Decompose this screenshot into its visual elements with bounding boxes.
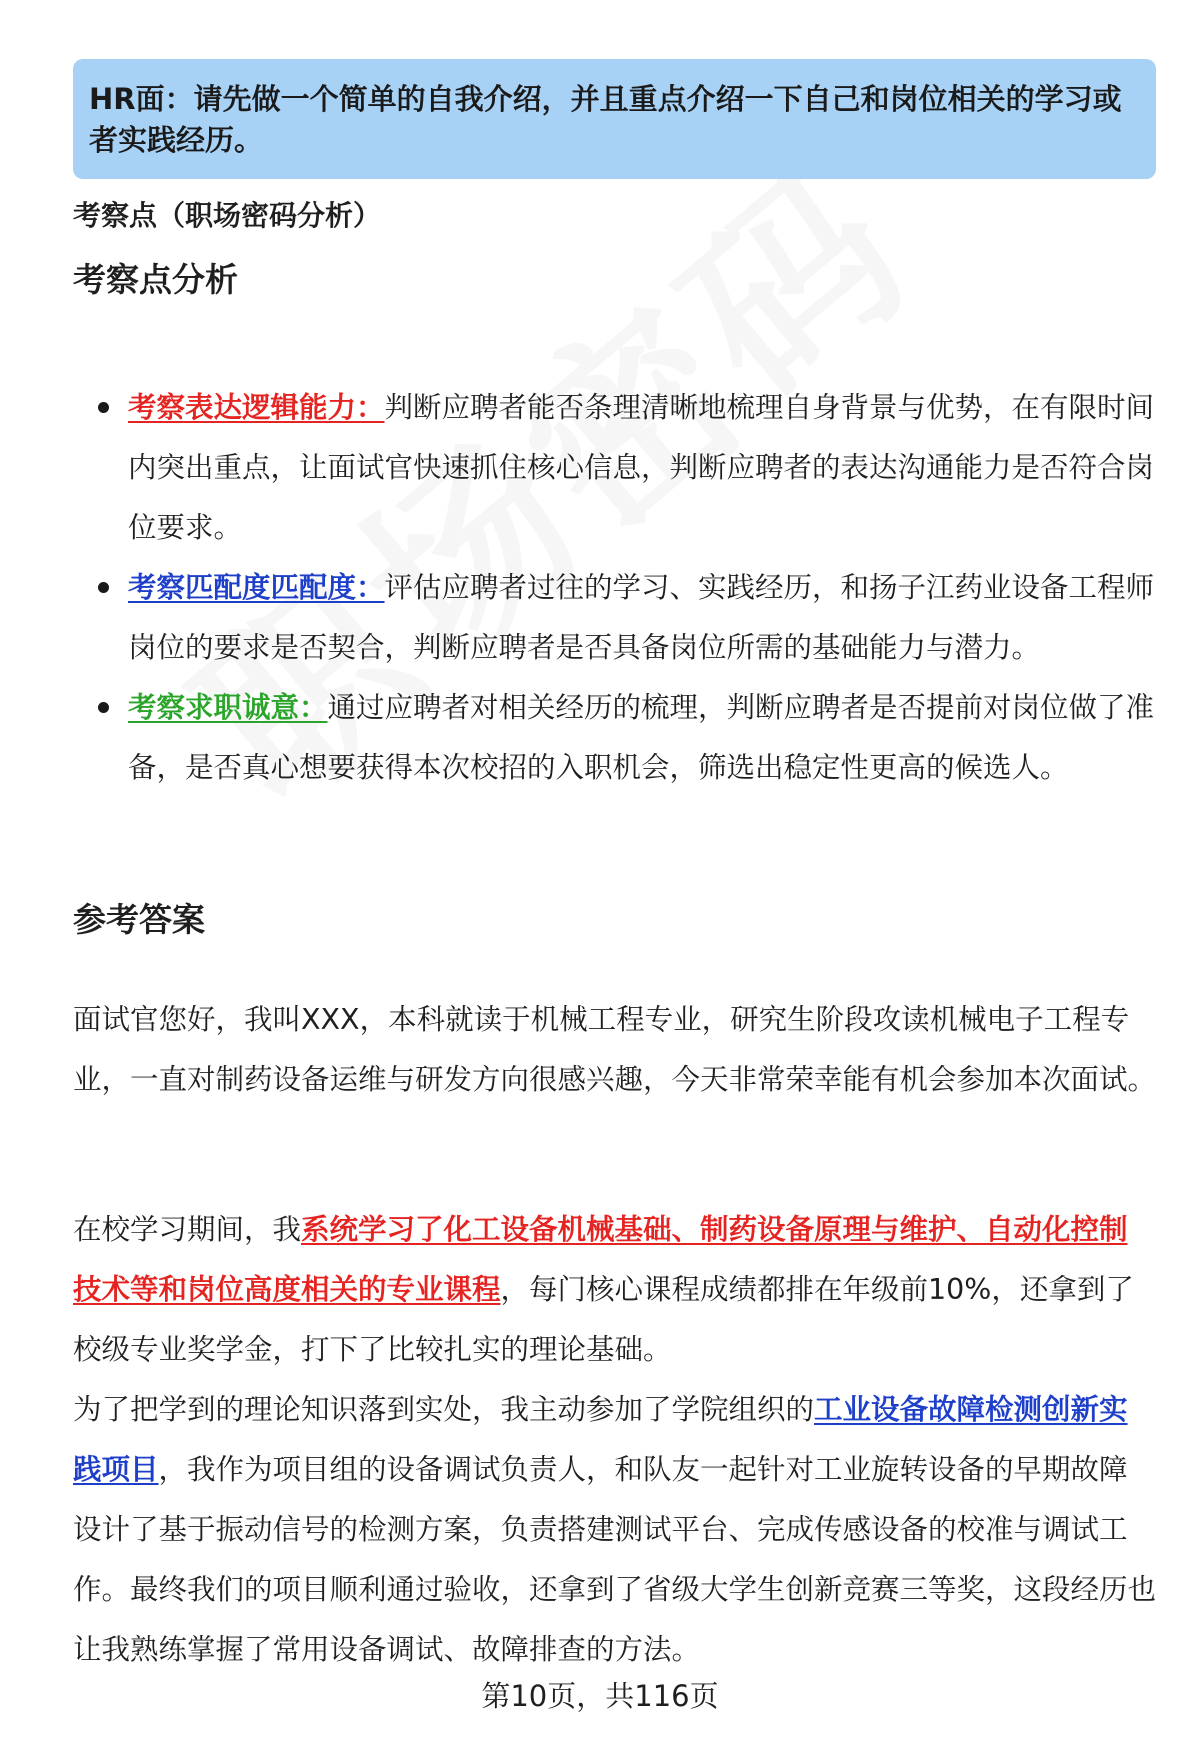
list-item <box>73 558 1156 678</box>
paragraph-text: ，我作为项目组的设备调试负责人，和队友一起针对工业旋转设备的早期故障设计了基于振动信号的检测方案，负责搭建测试平台、完成传感设备的校准与调试工作。最终我们的项目顺利通过验收，还拿到了省级大学生创新竞赛三等奖，这段经历也让我熟练掌握了常用设备调试、故障排查的方法。 <box>73 1453 1157 1666</box>
page-number: 第10页，共116页 <box>481 1679 719 1713</box>
highlight-courses: 系统学习了化工设备机械基础、制药设备原理与维护、自动化控制技术等和岗位高度相关的专业课程 <box>73 1213 1128 1306</box>
item-text: 评估应聘者过往的学习、实践经历，和扬子江药业设备工程师岗位的要求是否契合，判断应聘者是否具备岗位所需的基础能力与潜力。 <box>128 571 1155 664</box>
paragraph-text: 在校学习期间，我 <box>73 1213 302 1246</box>
list-item <box>73 378 1156 558</box>
item-text: 判断应聘者能否条理清晰地梳理自身背景与优势，在有限时间内突出重点，让面试官快速抓住核心信息，判断应聘者的表达沟通能力是否符合岗位要求。 <box>128 391 1155 544</box>
bullet-icon <box>98 582 109 593</box>
bullet-icon <box>98 702 109 713</box>
highlight-project: 工业设备故障检测创新实践项目 <box>73 1393 1128 1486</box>
question-box <box>73 59 1156 179</box>
answer-paragraph-project <box>73 1380 1156 1680</box>
section-title-answer: 参考答案 <box>73 900 205 939</box>
keyword-logic: 考察表达逻辑能力： <box>128 391 385 424</box>
keyword-match: 考察匹配度匹配度： <box>128 571 385 604</box>
section-title-analysis: 考察点分析 <box>73 260 238 299</box>
answer-paragraph-intro: 面试官您好，我叫XXX，本科就读于机械工程专业，研究生阶段攻读机械电子工程专业，一直对制药设备运维与研发方向很感兴趣，今天非常荣幸能有机会参加本次面试。 <box>73 1003 1157 1096</box>
analysis-list <box>73 378 1156 798</box>
keyword-sincerity: 考察求职诚意： <box>128 691 328 724</box>
analysis-subtitle: 考察点（职场密码分析） <box>73 199 382 232</box>
bullet-icon <box>98 402 109 413</box>
answer-paragraph-study <box>73 1200 1156 1380</box>
paragraph-text: ，每门核心课程成绩都排在年级前10%，还拿到了校级专业奖学金，打下了比较扎实的理论基础。 <box>73 1273 1134 1366</box>
item-text: 通过应聘者对相关经历的梳理，判断应聘者是否提前对岗位做了准备，是否真心想要获得本次校招的入职机会，筛选出稳定性更高的候选人。 <box>128 691 1155 784</box>
question-text: HR面：请先做一个简单的自我介绍，并且重点介绍一下自己和岗位相关的学习或者实践经历。 <box>89 82 1122 157</box>
paragraph-text: 为了把学到的理论知识落到实处，我主动参加了学院组织的 <box>73 1393 815 1426</box>
list-item <box>73 678 1156 798</box>
